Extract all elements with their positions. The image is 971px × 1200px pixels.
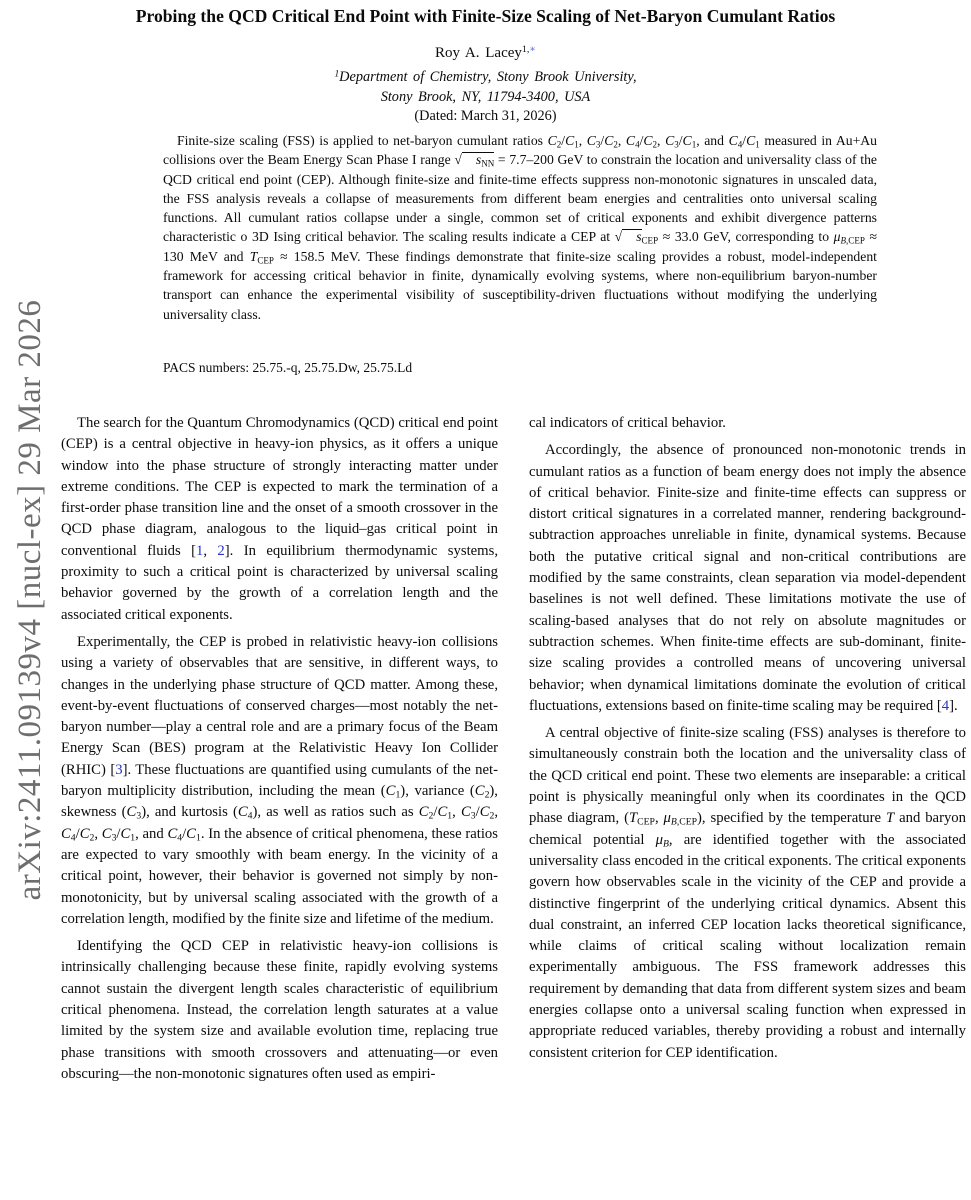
author-note-link[interactable]: ∗ (529, 44, 537, 56)
body-paragraph: cal indicators of critical behavior. (529, 415, 726, 431)
arxiv-watermark: arXiv:2411.09139v4 [nucl-ex] 29 Mar 2026 (12, 299, 48, 901)
author-line (0, 45, 971, 62)
affiliation-line-1: $^1$Department of Chemistry, Stony Brook University, (334, 69, 637, 85)
citation-link[interactable]: 2 (217, 542, 225, 559)
right-column (529, 413, 966, 1070)
body-paragraph: Experimentally, the CEP is probed in relativistic heavy-ion collisions using a variety of observables that are sensitive, in different ways, to changes in the underlying phase structure of QCD matter. Among these, event-by-event fluctuations of conserved charges—most notably the net-baryon number—play a central role and are a primary focus of the Beam Energy Scan (BES) program at the Relativistic Heavy Ion Collider (RHIC) [3]. These fluctuations are quantified using cumulants of the net-baryon multiplicity distribution, including the mean $(C_1)$, variance $(C_2)$, skewness $(C_3)$, and kurtosis $(C_4)$, as well as ratios such as $C_2/C_1$, $C_3/C_2$, $C_4/C_2$, $C_3/C_1$, and $C_4/C_1$. In the absence of critical phenomena, these ratios are expected to vary smoothly with beam energy. In the vicinity of a critical point, however, their behavior is governed not simply by non-monotonicity, but by universal scaling associated with the growth of a correlation length, modified by the finite size and lifetime of the medium. (61, 633, 499, 927)
paper-title: Probing the QCD Critical End Point with Finite-Size Scaling of Net-Baryon Cumulant Ratios (135, 6, 836, 26)
body-paragraph: The search for the Quantum Chromodynamics (QCD) critical end point (CEP) is a central objective in heavy-ion physics, as it offers a unique window into the phase structure of strongly interacting matter under extreme conditions. The CEP is expected to mark the termination of a first-order phase transition line and the onset of a smooth crossover in the QCD phase diagram, analogous to the liquid–gas critical point in conventional fluids [1, 2]. In equilibrium thermodynamic systems, proximity to such a critical point is characterized by universal scaling behavior governed by the growth of a correlation length and the associated critical exponents. (61, 415, 498, 623)
citation-link[interactable]: 1 (196, 542, 204, 559)
affiliation-block (0, 68, 971, 127)
affiliation-line-2: Stony Brook, NY, 11794-3400, USA (380, 88, 591, 105)
abstract: Finite-size scaling (FSS) is applied to net-baryon cumulant ratios $C_2/C_1$, $C_3/C_2$, $C_4/C_2$, $C_3/C_1$, and $C_4/C_1$ measured in Au+Au collisions over the Beam Energy Scan Phase I range √ $s_{NN} = 7.7-200$ GeV to constrain the location and universality class of the QCD critical end point (CEP). Although finite-size and finite-time effects suppress non-monotonic signatures in unscaled data, the FSS analysis reveals a collapse of measurements from different beam energies and centralities onto universal scaling functions. All cumulant ratios collapse under a single, common set of critical exponents and exhibit divergence patterns characteristic o 3D Ising critical behavior. The scaling results indicate a CEP at √ $s_{CEP} \approx 33.0$ GeV, corresponding to $\mu_{B,CEP} \approx 130$ MeV and $T_{CEP} \approx 158.5$ MeV. These findings demonstrate that finite-size scaling provides a robust, model-independent framework for accessing critical behavior in finite, dynamically evolving systems, where non-equilibrium baryon-number transport can enhance the experimental visibility of susceptibility-driven fluctuations without modifying the underlying universality class. (163, 133, 878, 322)
citation-link[interactable]: 4 (941, 697, 950, 714)
author-superscript: 1,∗ (521, 44, 537, 56)
left-column (61, 413, 498, 1091)
body-paragraph: A central objective of finite-size scaling (FSS) analyses is therefore to simultaneously constrain both the location and the universality class of the QCD critical end point. These two elements are inseparable: a critical point is physically meaningful only when its coordinates in the QCD phase diagram, ($T_{CEP}$, $\mu_{B,CEP}$), specified by the temperature T and baryon chemical potential $\mu_B$, are identified together with the associated universality class encoded in the critical exponents. The critical exponents govern how observables scale in the vicinity of the CEP and provide a distinctive fingerprint of the underlying critical dynamics. Absent this dual constraint, an inferred CEP location lacks theoretical significance, while claims of critical scaling without localization remain experimentally ambiguous. The FSS framework addresses this requirement by demanding that data from different system sizes and beam energies collapse onto a universal scaling function when expressed in appropriate reduced variables, thereby providing a robust and internally consistent criterion for CEP identification. (529, 725, 966, 1061)
date-line: (Dated: March 31, 2026) (414, 108, 557, 124)
citation-link[interactable]: 3 (115, 761, 123, 778)
pacs-line: PACS numbers: 25.75.-q, 25.75.Dw, 25.75.Ld (163, 360, 413, 375)
author-name: Roy A. Lacey (434, 45, 522, 61)
affiliation-marker: 1 (334, 69, 340, 80)
body-paragraph: Accordingly, the absence of pronounced non-monotonic trends in cumulant ratios as a function of beam energy does not imply the absence of critical behavior. Finite-size and finite-time effects can suppress or distort critical signatures in a correlated manner, rendering background-subtraction approaches unreliable in finite, dynamical systems. Because both the putative critical signal and non-critical contributions are modified by the same constraints, clean separation via model-dependent baselines is not well defined. These limitations motivate the use of scaling-based analyses that do not rely on absolute magnitudes or subtraction schemes. When finite-time effects are sub-dominant, finite-size scaling provides a controlled means of uncovering universal behavior; when dynamical limitations dominate the evolution of critical fluctuations, extensions based on finite-time scaling may be required [4]. (529, 442, 966, 714)
body-paragraph: Identifying the QCD CEP in relativistic heavy-ion collisions is intrinsically challenging because these finite, rapidly evolving systems cannot sustain the divergent length scales characteristic of equilibrium critical phenomena. Instead, the correlation length saturates at a value limited by the system size and available evolution time, replacing true phase transitions with smooth crossovers and attenuating—or even obscuring—the non-monotonic signatures often used as empiri- (61, 938, 498, 1082)
